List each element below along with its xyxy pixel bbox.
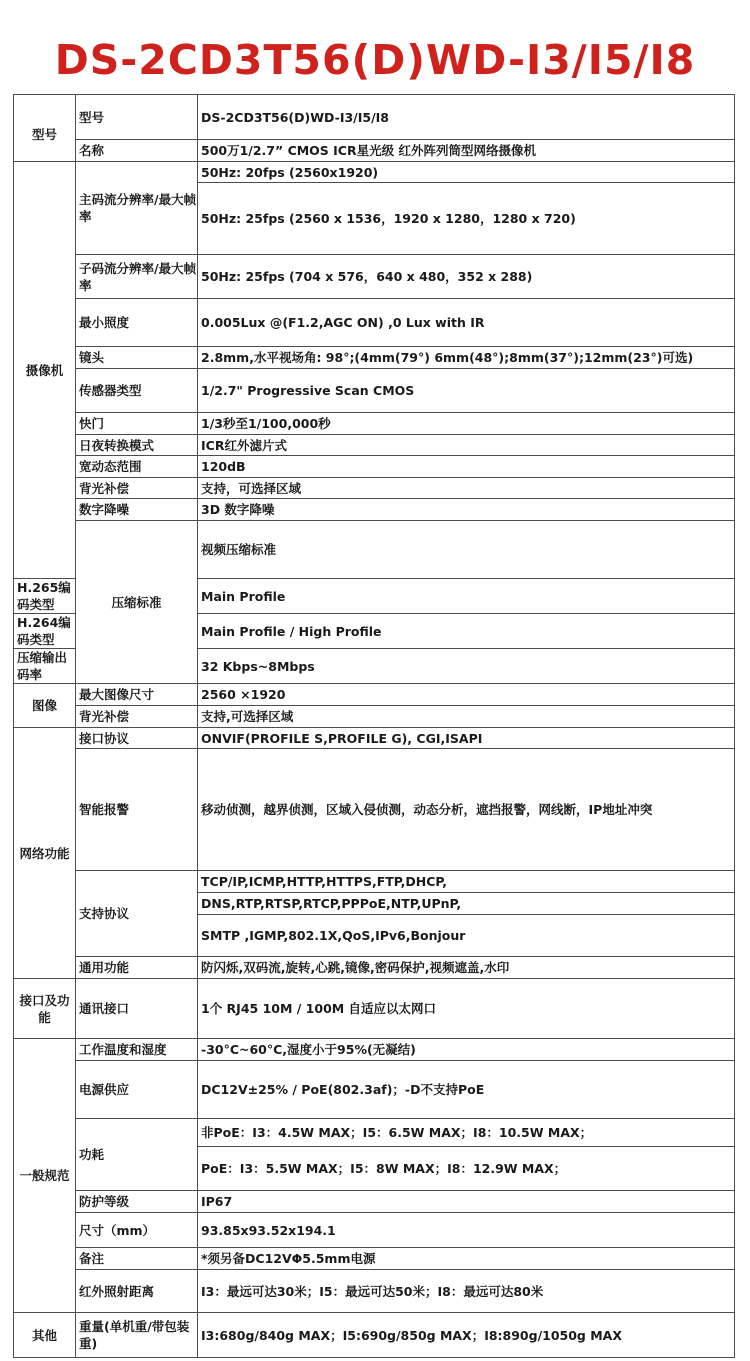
table-row	[14, 1191, 735, 1213]
row-label-model: 型号	[76, 95, 198, 140]
row-label-sensor: 传感器类型	[76, 369, 198, 413]
row-value-sensor: 1/2.7" Progressive Scan CMOS	[198, 369, 735, 413]
row-label-note: 备注	[76, 1248, 198, 1270]
table-row	[14, 299, 735, 347]
row-value-power: DC12V±25% / PoE(802.3af)；-D不支持PoE	[198, 1061, 735, 1119]
row-label-sub-stream: 子码流分辨率/最大帧率	[76, 255, 198, 299]
row-value-h264: Main Profile / High Profile	[198, 614, 735, 649]
row-value-ethernet: 1个 RJ45 10M / 100M 自适应以太网口	[198, 979, 735, 1039]
table-row	[14, 478, 735, 499]
row-label-dimensions: 尺寸（mm）	[76, 1213, 198, 1248]
row-value-dnr: 3D 数字降噪	[198, 499, 735, 521]
row-value-protocols-2: DNS,RTP,RTSP,RTCP,PPPoE,NTP,UPnP,	[198, 893, 735, 915]
category-network: 网络功能	[14, 728, 76, 979]
table-row	[14, 499, 735, 521]
table-row	[14, 1061, 735, 1119]
row-label-blc: 背光补偿	[76, 478, 198, 499]
category-camera: 摄像机	[14, 162, 76, 579]
row-value-ir-distance: I3：最远可达30米；I5：最远可达50米；I8：最远可达80米	[198, 1270, 735, 1313]
category-compression: 压缩标准	[76, 521, 198, 684]
table-row	[14, 140, 735, 162]
table-row	[14, 1213, 735, 1248]
row-value-model: DS-2CD3T56(D)WD-I3/I5/I8	[198, 95, 735, 140]
row-label-wdr: 宽动态范围	[76, 456, 198, 478]
row-label-power: 电源供应	[76, 1061, 198, 1119]
row-value-main-stream-2: 50Hz: 25fps (2560 x 1536，1920 x 1280，1280 x 720)	[198, 183, 735, 255]
table-row	[14, 162, 735, 183]
row-label-h264: H.264编码类型	[14, 614, 76, 649]
table-row	[14, 728, 735, 749]
table-row	[14, 957, 735, 979]
table-row	[14, 871, 735, 893]
category-interface: 接口及功能	[14, 979, 76, 1039]
table-row	[14, 1039, 735, 1061]
table-row	[14, 347, 735, 369]
row-label-bitrate: 压缩输出码率	[14, 649, 76, 684]
row-label-main-stream: 主码流分辨率/最大帧率	[76, 162, 198, 255]
row-label-weight: 重量(单机重/带包装重)	[76, 1313, 198, 1358]
table-row	[14, 435, 735, 456]
row-label-ir-distance: 红外照射距离	[76, 1270, 198, 1313]
table-row	[14, 95, 735, 140]
table-row	[14, 369, 735, 413]
category-other: 其他	[14, 1313, 76, 1358]
row-value-dimensions: 93.85x93.52x194.1	[198, 1213, 735, 1248]
table-row	[14, 749, 735, 871]
row-value-image-blc: 支持,可选择区域	[198, 706, 735, 728]
table-row	[14, 1119, 735, 1147]
row-value-shutter: 1/3秒至1/100,000秒	[198, 413, 735, 435]
page-title: DS-2CD3T56(D)WD-I3/I5/I8	[54, 36, 696, 84]
row-value-note: *须另备DC12VΦ5.5mm电源	[198, 1248, 735, 1270]
row-value-consumption-2: PoE：I3：5.5W MAX；I5：8W MAX；I8：12.9W MAX；	[198, 1147, 735, 1191]
table-row	[14, 413, 735, 435]
row-label-interface-protocol: 接口协议	[76, 728, 198, 749]
spec-table	[13, 94, 735, 1358]
row-value-name: 500万1/2.7” CMOS ICR星光级 红外阵列筒型网络摄像机	[198, 140, 735, 162]
row-value-environment: -30°C~60°C,湿度小于95%(无凝结)	[198, 1039, 735, 1061]
row-value-consumption-1: 非PoE：I3：4.5W MAX；I5：6.5W MAX；I8：10.5W MAX；	[198, 1119, 735, 1147]
row-label-consumption: 功耗	[76, 1119, 198, 1191]
table-row	[14, 1313, 735, 1358]
table-row	[14, 979, 735, 1039]
row-label-dnr: 数字降噪	[76, 499, 198, 521]
row-value-lens: 2.8mm,水平视场角: 98°;(4mm(79°) 6mm(48°);8mm(37°);12mm(23°)可选)	[198, 347, 735, 369]
row-label-protocols: 支持协议	[76, 871, 198, 957]
row-value-max-size: 2560 ×1920	[198, 684, 735, 706]
row-label-video-compression: 视频压缩标准	[198, 521, 735, 579]
table-row	[14, 1270, 735, 1313]
row-value-protocols-1: TCP/IP,ICMP,HTTP,HTTPS,FTP,DHCP,	[198, 871, 735, 893]
category-model: 型号	[14, 95, 76, 162]
row-label-protection: 防护等级	[76, 1191, 198, 1213]
row-value-wdr: 120dB	[198, 456, 735, 478]
category-image: 图像	[14, 684, 76, 728]
row-label-image-blc: 背光补偿	[76, 706, 198, 728]
row-value-weight: I3:680g/840g MAX；I5:690g/850g MAX；I8:890g/1050g MAX	[198, 1313, 735, 1358]
row-label-lens: 镜头	[76, 347, 198, 369]
row-label-smart-alarm: 智能报警	[76, 749, 198, 871]
table-row	[14, 456, 735, 478]
table-row	[14, 521, 735, 579]
row-value-general-functions: 防闪烁,双码流,旋转,心跳,镜像,密码保护,视频遮盖,水印	[198, 957, 735, 979]
row-value-smart-alarm: 移动侦测，越界侦测，区域入侵侦测，动态分析，遮挡报警，网线断，IP地址冲突	[198, 749, 735, 871]
row-value-main-stream-1: 50Hz: 20fps (2560x1920)	[198, 162, 735, 183]
table-row	[14, 706, 735, 728]
row-label-name: 名称	[76, 140, 198, 162]
table-row	[14, 684, 735, 706]
row-value-min-illumination: 0.005Lux @(F1.2,AGC ON) ,0 Lux with IR	[198, 299, 735, 347]
row-label-h265: H.265编码类型	[14, 579, 76, 614]
row-value-bitrate: 32 Kbps~8Mbps	[198, 649, 735, 684]
row-value-h265: Main Profile	[198, 579, 735, 614]
row-label-shutter: 快门	[76, 413, 198, 435]
row-value-sub-stream: 50Hz: 25fps (704 x 576，640 x 480，352 x 288)	[198, 255, 735, 299]
row-value-day-night: ICR红外滤片式	[198, 435, 735, 456]
row-label-day-night: 日夜转换模式	[76, 435, 198, 456]
row-value-interface-protocol: ONVIF(PROFILE S,PROFILE G), CGI,ISAPI	[198, 728, 735, 749]
row-label-ethernet: 通讯接口	[76, 979, 198, 1039]
table-row	[14, 255, 735, 299]
row-label-environment: 工作温度和湿度	[76, 1039, 198, 1061]
row-label-general-functions: 通用功能	[76, 957, 198, 979]
row-value-protocols-3: SMTP ,IGMP,802.1X,QoS,IPv6,Bonjour	[198, 915, 735, 957]
category-general: 一般规范	[14, 1039, 76, 1313]
row-label-max-size: 最大图像尺寸	[76, 684, 198, 706]
row-label-min-illumination: 最小照度	[76, 299, 198, 347]
row-value-protection: IP67	[198, 1191, 735, 1213]
row-value-blc: 支持，可选择区域	[198, 478, 735, 499]
table-row	[14, 1248, 735, 1270]
